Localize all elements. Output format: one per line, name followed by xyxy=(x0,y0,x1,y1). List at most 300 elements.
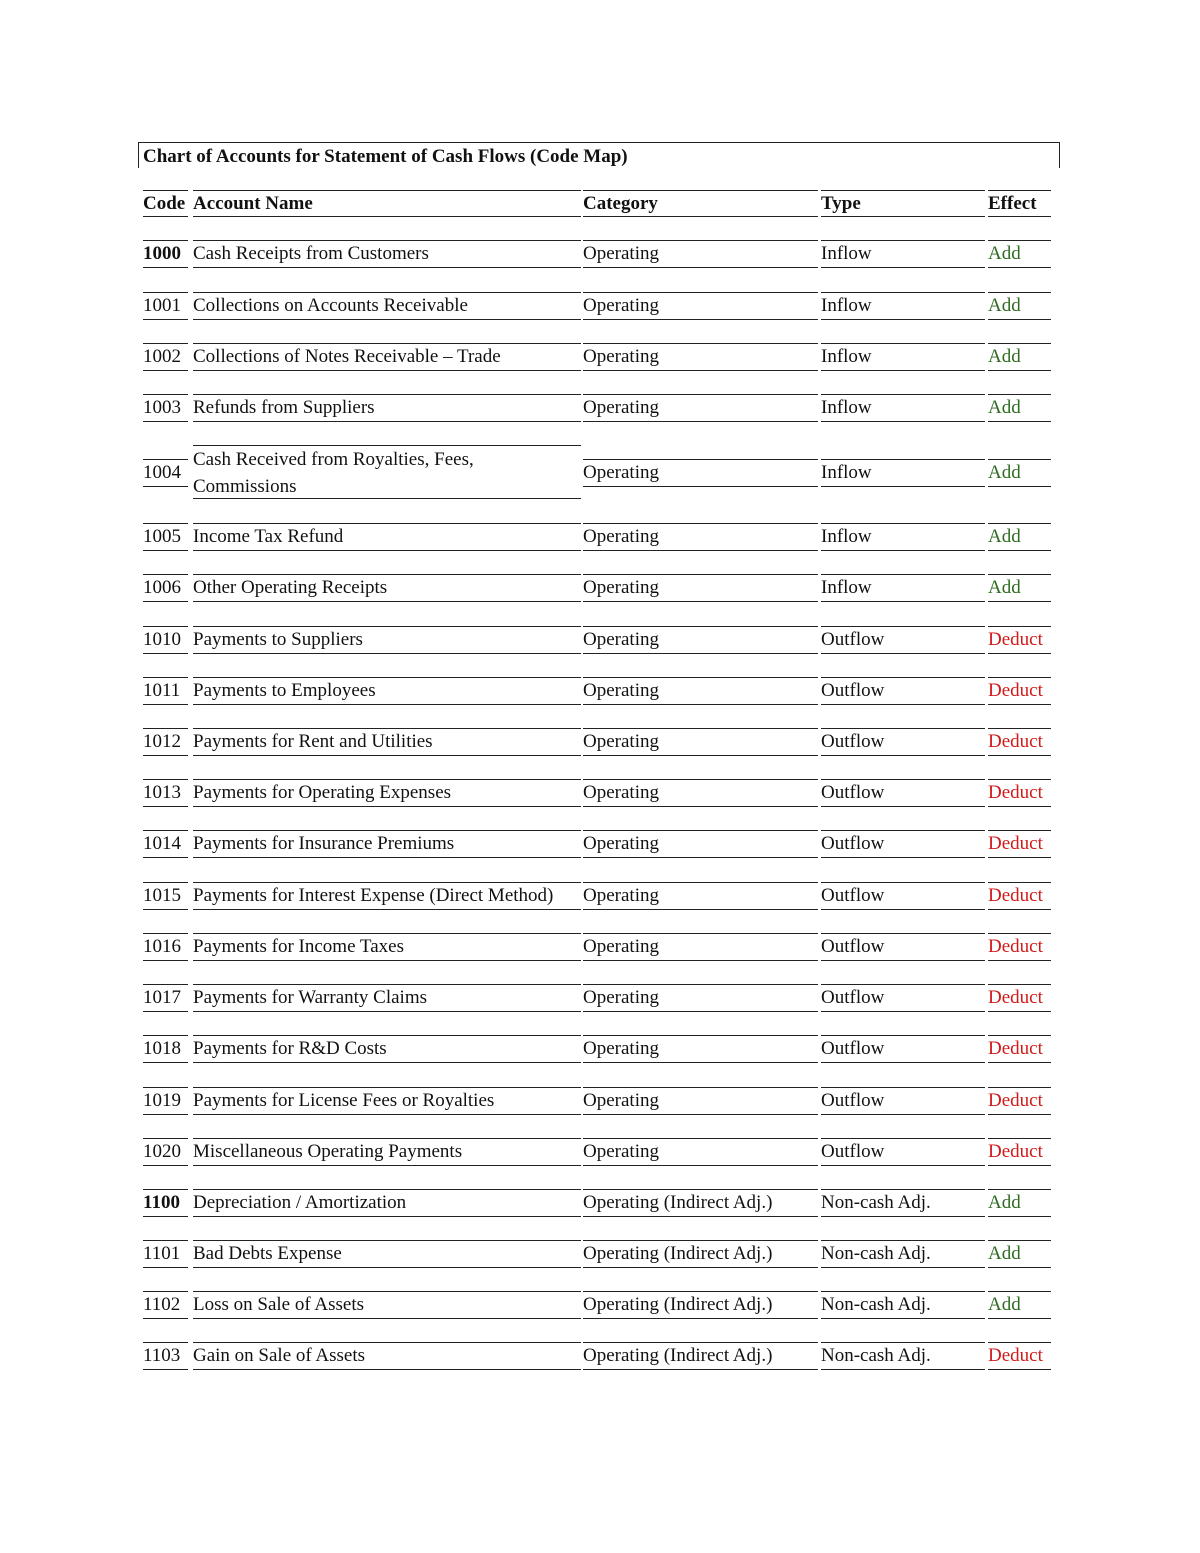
row-rule-top xyxy=(821,1240,985,1241)
row-type: Non-cash Adj. xyxy=(821,1294,931,1315)
row-account-name: Income Tax Refund xyxy=(193,526,344,547)
row-rule-bottom xyxy=(143,1216,188,1217)
row-rule-top xyxy=(821,677,985,678)
row-effect: Deduct xyxy=(988,680,1043,701)
row-rule-top xyxy=(821,1035,985,1036)
row-rule-top xyxy=(143,728,188,729)
row-account-name: Loss on Sale of Assets xyxy=(193,1294,364,1315)
row-code: 1102 xyxy=(143,1294,181,1315)
header-rule-top xyxy=(193,190,581,191)
row-rule-bottom xyxy=(988,1114,1051,1115)
row-rule-top xyxy=(821,626,985,627)
row-rule-bottom xyxy=(988,1318,1051,1319)
row-rule-bottom xyxy=(583,370,818,371)
row-effect: Deduct xyxy=(988,885,1043,906)
row-effect: Deduct xyxy=(988,1345,1043,1366)
header-category: Category xyxy=(583,193,658,214)
row-rule-top xyxy=(193,292,581,293)
row-rule-bottom xyxy=(821,1369,985,1370)
row-account-name: Depreciation / Amortization xyxy=(193,1192,407,1213)
row-rule-top xyxy=(821,830,985,831)
row-rule-top xyxy=(143,240,188,241)
row-rule-bottom xyxy=(193,1165,581,1166)
row-rule-top xyxy=(193,394,581,395)
row-type: Outflow xyxy=(821,936,885,957)
row-rule-bottom xyxy=(143,1318,188,1319)
row-rule-bottom xyxy=(988,806,1051,807)
row-code: 1001 xyxy=(143,295,181,316)
row-rule-top xyxy=(193,882,581,883)
row-rule-top xyxy=(143,984,188,985)
row-rule-bottom xyxy=(193,653,581,654)
row-rule-bottom xyxy=(988,550,1051,551)
row-rule-top xyxy=(143,626,188,627)
row-account-name: Miscellaneous Operating Payments xyxy=(193,1141,463,1162)
row-rule-bottom xyxy=(193,1369,581,1370)
row-rule-top xyxy=(193,1342,581,1343)
row-rule-bottom xyxy=(193,1114,581,1115)
header-rule-bottom xyxy=(193,216,581,217)
row-code: 1017 xyxy=(143,987,181,1008)
row-rule-bottom xyxy=(988,704,1051,705)
row-category: Operating xyxy=(583,1090,659,1111)
row-rule-top xyxy=(583,882,818,883)
row-rule-bottom xyxy=(143,704,188,705)
row-rule-bottom xyxy=(583,421,818,422)
row-rule-bottom xyxy=(193,370,581,371)
row-rule-bottom xyxy=(988,601,1051,602)
header-rule-top xyxy=(143,190,188,191)
row-rule-bottom xyxy=(193,909,581,910)
row-rule-top xyxy=(143,459,188,460)
row-rule-bottom xyxy=(821,704,985,705)
row-rule-top xyxy=(143,1138,188,1139)
row-code: 1002 xyxy=(143,346,181,367)
row-rule-bottom xyxy=(193,704,581,705)
row-type: Non-cash Adj. xyxy=(821,1192,931,1213)
row-effect: Deduct xyxy=(988,1090,1043,1111)
row-type: Inflow xyxy=(821,462,872,483)
row-rule-top xyxy=(821,1189,985,1190)
row-type: Outflow xyxy=(821,1141,885,1162)
row-category: Operating (Indirect Adj.) xyxy=(583,1192,773,1213)
row-rule-bottom xyxy=(583,1318,818,1319)
table-title-box xyxy=(138,142,1060,168)
row-rule-top xyxy=(583,459,818,460)
row-rule-top xyxy=(821,240,985,241)
row-rule-bottom xyxy=(583,1011,818,1012)
row-rule-top xyxy=(988,626,1051,627)
row-rule-top xyxy=(583,1189,818,1190)
row-type: Inflow xyxy=(821,526,872,547)
row-rule-bottom xyxy=(143,1062,188,1063)
row-rule-bottom xyxy=(988,1011,1051,1012)
row-account-name: Payments for Rent and Utilities xyxy=(193,731,433,752)
header-rule-bottom xyxy=(821,216,985,217)
row-rule-bottom xyxy=(143,1165,188,1166)
row-account-name: Payments for Insurance Premiums xyxy=(193,833,455,854)
row-rule-bottom xyxy=(821,755,985,756)
row-rule-bottom xyxy=(143,1011,188,1012)
row-rule-bottom xyxy=(821,806,985,807)
row-code: 1003 xyxy=(143,397,181,418)
row-rule-top xyxy=(821,882,985,883)
row-code: 1005 xyxy=(143,526,181,547)
row-account-name: Payments for Warranty Claims xyxy=(193,987,427,1008)
header-type: Type xyxy=(821,193,861,214)
row-code: 1015 xyxy=(143,885,181,906)
row-category: Operating xyxy=(583,295,659,316)
row-rule-top xyxy=(821,1087,985,1088)
row-type: Outflow xyxy=(821,987,885,1008)
row-account-name: Refunds from Suppliers xyxy=(193,397,375,418)
row-account-name: Cash Receipts from Customers xyxy=(193,243,429,264)
row-category: Operating (Indirect Adj.) xyxy=(583,1345,773,1366)
row-rule-bottom xyxy=(821,1216,985,1217)
row-type: Inflow xyxy=(821,397,872,418)
row-rule-bottom xyxy=(583,653,818,654)
header-rule-top xyxy=(988,190,1051,191)
row-rule-top xyxy=(583,240,818,241)
row-effect: Deduct xyxy=(988,936,1043,957)
row-rule-bottom xyxy=(821,1114,985,1115)
header-account-name: Account Name xyxy=(193,193,313,214)
row-rule-bottom xyxy=(193,960,581,961)
row-effect: Add xyxy=(988,295,1021,316)
row-rule-top xyxy=(143,574,188,575)
row-rule-top xyxy=(193,1035,581,1036)
row-effect: Deduct xyxy=(988,782,1043,803)
row-rule-bottom xyxy=(583,704,818,705)
row-code: 1016 xyxy=(143,936,181,957)
row-rule-top xyxy=(988,240,1051,241)
row-code: 1012 xyxy=(143,731,181,752)
row-code: 1101 xyxy=(143,1243,181,1264)
row-rule-bottom xyxy=(583,319,818,320)
row-account-name: Payments to Suppliers xyxy=(193,629,363,650)
row-rule-bottom xyxy=(821,550,985,551)
row-rule-top xyxy=(988,830,1051,831)
header-rule-top xyxy=(583,190,818,191)
row-code: 1004 xyxy=(143,462,181,483)
row-rule-top xyxy=(143,394,188,395)
row-category: Operating xyxy=(583,782,659,803)
row-rule-bottom xyxy=(988,1369,1051,1370)
row-rule-top xyxy=(821,1342,985,1343)
row-rule-bottom xyxy=(821,960,985,961)
row-type: Outflow xyxy=(821,731,885,752)
row-effect: Add xyxy=(988,346,1021,367)
row-rule-top xyxy=(583,343,818,344)
row-rule-top xyxy=(821,1138,985,1139)
row-rule-top xyxy=(143,830,188,831)
row-rule-bottom xyxy=(193,755,581,756)
row-code: 1014 xyxy=(143,833,181,854)
header-code: Code xyxy=(143,193,186,214)
row-rule-bottom xyxy=(821,601,985,602)
row-code: 1011 xyxy=(143,680,181,701)
row-rule-top xyxy=(583,933,818,934)
row-category: Operating (Indirect Adj.) xyxy=(583,1294,773,1315)
row-rule-bottom xyxy=(988,1267,1051,1268)
row-rule-bottom xyxy=(583,267,818,268)
row-type: Outflow xyxy=(821,629,885,650)
row-rule-bottom xyxy=(143,1114,188,1115)
row-rule-top xyxy=(583,779,818,780)
row-rule-top xyxy=(193,1189,581,1190)
row-type: Inflow xyxy=(821,577,872,598)
row-category: Operating xyxy=(583,346,659,367)
row-rule-bottom xyxy=(193,1216,581,1217)
row-rule-top xyxy=(821,933,985,934)
row-rule-bottom xyxy=(988,1165,1051,1166)
row-effect: Add xyxy=(988,1192,1021,1213)
row-type: Inflow xyxy=(821,295,872,316)
row-rule-top xyxy=(583,1342,818,1343)
row-rule-bottom xyxy=(821,857,985,858)
row-code: 1000 xyxy=(143,243,181,264)
row-effect: Add xyxy=(988,397,1021,418)
row-rule-bottom xyxy=(583,1062,818,1063)
row-effect: Deduct xyxy=(988,833,1043,854)
row-rule-bottom xyxy=(143,601,188,602)
row-rule-bottom xyxy=(583,1267,818,1268)
row-rule-bottom xyxy=(583,755,818,756)
row-rule-top xyxy=(988,523,1051,524)
row-rule-top xyxy=(193,830,581,831)
row-category: Operating xyxy=(583,936,659,957)
row-rule-top xyxy=(821,292,985,293)
row-rule-top xyxy=(821,523,985,524)
row-rule-bottom xyxy=(193,550,581,551)
row-rule-top xyxy=(988,292,1051,293)
row-rule-top xyxy=(988,1240,1051,1241)
row-rule-top xyxy=(988,343,1051,344)
row-category: Operating xyxy=(583,680,659,701)
row-effect: Deduct xyxy=(988,1038,1043,1059)
row-rule-top xyxy=(143,1291,188,1292)
row-rule-bottom xyxy=(821,1011,985,1012)
row-rule-bottom xyxy=(193,319,581,320)
row-rule-top xyxy=(821,984,985,985)
row-account-name: Payments for Interest Expense (Direct Method) xyxy=(193,885,554,906)
row-rule-top xyxy=(583,574,818,575)
row-code: 1018 xyxy=(143,1038,181,1059)
row-rule-top xyxy=(583,677,818,678)
row-rule-bottom xyxy=(143,857,188,858)
row-type: Outflow xyxy=(821,680,885,701)
row-rule-top xyxy=(988,728,1051,729)
row-effect: Deduct xyxy=(988,987,1043,1008)
row-rule-top xyxy=(143,1035,188,1036)
row-rule-bottom xyxy=(193,1318,581,1319)
row-rule-bottom xyxy=(988,909,1051,910)
row-rule-top xyxy=(143,677,188,678)
row-rule-bottom xyxy=(143,755,188,756)
row-effect: Add xyxy=(988,243,1021,264)
row-rule-top xyxy=(988,394,1051,395)
row-rule-top xyxy=(193,240,581,241)
row-category: Operating xyxy=(583,462,659,483)
row-rule-top xyxy=(193,1291,581,1292)
row-type: Outflow xyxy=(821,1090,885,1111)
row-effect: Add xyxy=(988,1243,1021,1264)
row-code: 1006 xyxy=(143,577,181,598)
row-rule-top xyxy=(988,1087,1051,1088)
row-rule-bottom xyxy=(583,601,818,602)
row-rule-bottom xyxy=(821,1267,985,1268)
row-rule-bottom xyxy=(988,370,1051,371)
row-category: Operating xyxy=(583,1141,659,1162)
row-rule-top xyxy=(143,292,188,293)
row-account-name: Payments for License Fees or Royalties xyxy=(193,1090,495,1111)
row-rule-bottom xyxy=(193,1267,581,1268)
row-rule-top xyxy=(193,728,581,729)
row-rule-bottom xyxy=(583,486,818,487)
row-rule-bottom xyxy=(583,550,818,551)
row-rule-top xyxy=(583,292,818,293)
row-rule-bottom xyxy=(988,1216,1051,1217)
row-rule-bottom xyxy=(821,421,985,422)
row-rule-top xyxy=(821,779,985,780)
row-type: Outflow xyxy=(821,833,885,854)
row-rule-top xyxy=(193,984,581,985)
row-rule-top xyxy=(988,1035,1051,1036)
row-account-name: Payments to Employees xyxy=(193,680,376,701)
row-account-name: Gain on Sale of Assets xyxy=(193,1345,366,1366)
row-rule-top xyxy=(821,394,985,395)
row-account-name: Collections on Accounts Receivable xyxy=(193,295,468,316)
row-rule-bottom xyxy=(143,486,188,487)
row-code: 1103 xyxy=(143,1345,181,1366)
row-effect: Deduct xyxy=(988,629,1043,650)
row-rule-bottom xyxy=(143,1267,188,1268)
row-rule-top xyxy=(821,728,985,729)
row-rule-bottom xyxy=(988,755,1051,756)
row-rule-bottom xyxy=(821,1318,985,1319)
row-rule-bottom xyxy=(821,1165,985,1166)
row-rule-bottom xyxy=(143,421,188,422)
row-rule-bottom xyxy=(143,550,188,551)
row-category: Operating xyxy=(583,1038,659,1059)
row-category: Operating xyxy=(583,833,659,854)
row-rule-top xyxy=(583,1035,818,1036)
row-rule-top xyxy=(988,1138,1051,1139)
row-rule-bottom xyxy=(143,960,188,961)
row-rule-top xyxy=(583,728,818,729)
row-code: 1100 xyxy=(143,1192,180,1213)
row-rule-top xyxy=(193,779,581,780)
row-rule-bottom xyxy=(143,319,188,320)
row-account-name: Payments for Income Taxes xyxy=(193,936,404,957)
row-rule-bottom xyxy=(193,1011,581,1012)
row-rule-top xyxy=(193,523,581,524)
row-effect: Add xyxy=(988,526,1021,547)
row-rule-top xyxy=(988,677,1051,678)
row-rule-top xyxy=(988,1342,1051,1343)
row-rule-top xyxy=(821,343,985,344)
row-rule-top xyxy=(193,677,581,678)
row-rule-bottom xyxy=(821,370,985,371)
row-rule-bottom xyxy=(583,857,818,858)
row-rule-bottom xyxy=(583,806,818,807)
row-code: 1013 xyxy=(143,782,181,803)
row-rule-top xyxy=(583,523,818,524)
row-effect: Add xyxy=(988,577,1021,598)
row-rule-bottom xyxy=(193,267,581,268)
row-type: Outflow xyxy=(821,1038,885,1059)
row-category: Operating xyxy=(583,987,659,1008)
row-type: Inflow xyxy=(821,346,872,367)
row-type: Outflow xyxy=(821,782,885,803)
row-account-name: Bad Debts Expense xyxy=(193,1243,342,1264)
row-rule-bottom xyxy=(821,1062,985,1063)
row-rule-bottom xyxy=(143,909,188,910)
row-rule-top xyxy=(583,626,818,627)
row-rule-bottom xyxy=(583,960,818,961)
row-code: 1020 xyxy=(143,1141,181,1162)
row-rule-bottom xyxy=(193,857,581,858)
row-rule-bottom xyxy=(143,267,188,268)
row-account-name: Other Operating Receipts xyxy=(193,577,388,598)
row-rule-bottom xyxy=(988,1062,1051,1063)
header-rule-bottom xyxy=(583,216,818,217)
row-rule-top xyxy=(193,1087,581,1088)
table-title: Chart of Accounts for Statement of Cash Flows (Code Map) xyxy=(143,146,628,167)
row-rule-bottom xyxy=(988,319,1051,320)
row-rule-top xyxy=(583,984,818,985)
row-rule-bottom xyxy=(988,486,1051,487)
row-rule-top xyxy=(988,933,1051,934)
row-rule-bottom xyxy=(988,960,1051,961)
row-account-name: Cash Received from Royalties, Fees, Commissions xyxy=(193,449,474,497)
row-rule-bottom xyxy=(143,1369,188,1370)
row-rule-bottom xyxy=(821,267,985,268)
row-rule-bottom xyxy=(821,486,985,487)
row-rule-bottom xyxy=(821,653,985,654)
row-rule-top xyxy=(143,882,188,883)
row-rule-bottom xyxy=(988,857,1051,858)
row-effect: Add xyxy=(988,1294,1021,1315)
row-rule-top xyxy=(583,1240,818,1241)
header-rule-bottom xyxy=(143,216,188,217)
row-rule-bottom xyxy=(143,806,188,807)
row-rule-top xyxy=(143,343,188,344)
row-rule-top xyxy=(821,459,985,460)
row-type: Inflow xyxy=(821,243,872,264)
row-rule-top xyxy=(988,459,1051,460)
row-rule-bottom xyxy=(583,1369,818,1370)
row-type: Outflow xyxy=(821,885,885,906)
row-rule-top xyxy=(583,830,818,831)
row-rule-top xyxy=(143,779,188,780)
row-account-name: Payments for R&D Costs xyxy=(193,1038,387,1059)
row-type: Non-cash Adj. xyxy=(821,1243,931,1264)
row-rule-top xyxy=(193,1240,581,1241)
row-category: Operating xyxy=(583,577,659,598)
row-rule-top xyxy=(143,1342,188,1343)
row-category: Operating xyxy=(583,397,659,418)
row-rule-top xyxy=(821,1291,985,1292)
row-rule-top xyxy=(193,933,581,934)
row-rule-top xyxy=(988,574,1051,575)
row-rule-bottom xyxy=(583,909,818,910)
row-category: Operating xyxy=(583,885,659,906)
row-rule-bottom xyxy=(988,421,1051,422)
row-rule-bottom xyxy=(821,319,985,320)
row-rule-top xyxy=(143,933,188,934)
row-rule-top xyxy=(193,1138,581,1139)
